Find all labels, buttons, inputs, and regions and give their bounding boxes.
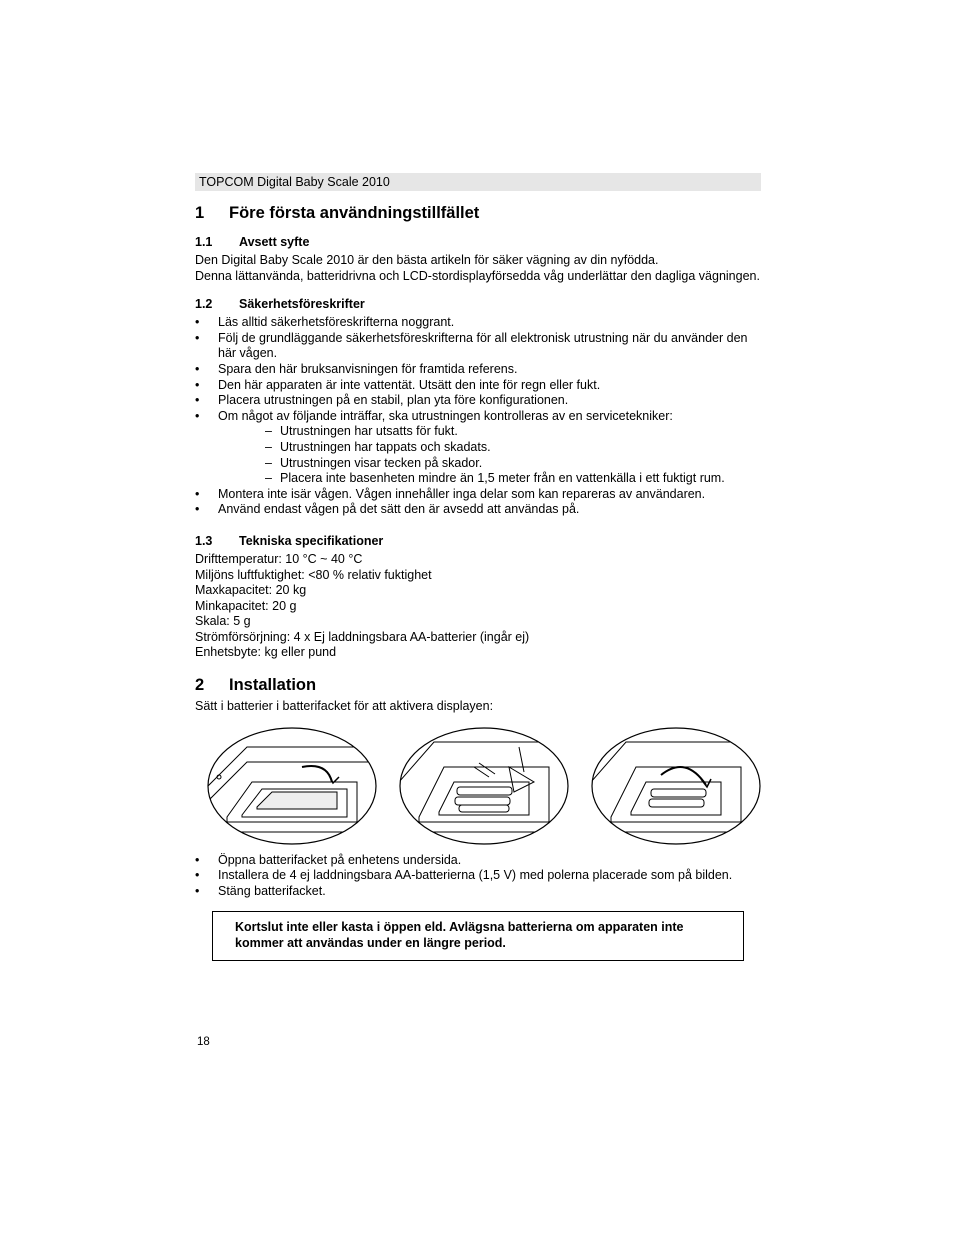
sub-list xyxy=(218,424,761,486)
installation-intro: Sätt i batterier i batterifacket för att aktivera displayen: xyxy=(195,699,494,714)
list-item: • Installera de 4 ej laddningsbara AA-batterierna (1,5 V) med polerna placerade som på bilden. xyxy=(195,868,761,884)
subsection-number: 1.2 xyxy=(195,297,213,312)
sub-list-item: – Utrustningen visar tecken på skador. xyxy=(218,456,761,472)
subsection-number: 1.1 xyxy=(195,235,213,249)
subsection-1-3-heading xyxy=(195,534,761,549)
subsection-1-2-heading xyxy=(195,297,761,312)
spec-line: Minkapacitet: 20 g xyxy=(195,598,297,613)
section-title: Installation xyxy=(229,676,317,695)
spec-line: Maxkapacitet: 20 kg xyxy=(195,583,307,598)
section-title: Före första användningstillfället xyxy=(229,204,480,222)
list-item: • Spara den här bruksanvisningen för framtida referens. xyxy=(195,362,761,378)
section-number: 2 xyxy=(195,676,205,695)
page-number: 18 xyxy=(197,1036,210,1048)
spec-line: Strömförsörjning: 4 x Ej laddningsbara AA-batterier (ingår ej) xyxy=(195,629,530,644)
subsection-title: Tekniska specifikationer xyxy=(239,533,384,548)
running-header: TOPCOM Digital Baby Scale 2010 xyxy=(195,173,761,191)
list-item: • Den här apparaten är inte vattentät. Utsätt den inte för regn eller fukt. xyxy=(195,378,761,394)
battery-insert-illustration xyxy=(399,727,569,845)
list-item xyxy=(195,409,761,487)
battery-figures xyxy=(207,727,761,845)
list-item: • Läs alltid säkerhetsföreskrifterna noggrant. xyxy=(195,315,761,331)
paragraph-line: Denna lättanvända, batteridrivna och LCD-stordisplayförsedda våg underlättar den dagliga vägningen. xyxy=(195,268,760,283)
list-item: • Använd endast vågen på det sätt den är avsedd att användas på. xyxy=(195,502,761,518)
spec-list xyxy=(195,552,761,661)
safety-list xyxy=(195,315,761,518)
installation-steps xyxy=(195,853,761,900)
paragraph-line: Den Digital Baby Scale 2010 är den bästa artikeln för säker vägning av din nyfödda. xyxy=(195,253,659,267)
list-item: • Placera utrustningen på en stabil, plan yta före konfigurationen. xyxy=(195,393,761,409)
sub-list-item: – Utrustningen har tappats och skadats. xyxy=(218,440,761,456)
subsection-number: 1.3 xyxy=(195,533,213,548)
list-item: • Montera inte isär vågen. Vågen innehåller inga delar som kan repareras av användaren. xyxy=(195,487,761,503)
section-2-heading xyxy=(195,675,761,695)
battery-cover-close-illustration xyxy=(591,727,761,845)
spec-line: Enhetsbyte: kg eller pund xyxy=(195,645,337,660)
spec-line: Drifttemperatur: 10 °C ~ 40 °C xyxy=(195,551,363,566)
spec-line: Miljöns luftfuktighet: <80 % relativ fuktighet xyxy=(195,567,432,582)
sub-list-item: – Utrustningen har utsatts för fukt. xyxy=(218,424,761,440)
warning-box: Kortslut inte eller kasta i öppen eld. Avlägsna batterierna om apparaten inte kommer att användas under en längre period. xyxy=(212,911,744,961)
list-item-text: Om något av följande inträffar, ska utrustningen kontrolleras av en servicetekniker: xyxy=(218,408,673,423)
spec-line: Skala: 5 g xyxy=(195,614,251,629)
subsection-title: Säkerhetsföreskrifter xyxy=(239,297,365,312)
subsection-1-1-heading xyxy=(195,235,761,250)
sub-list-item: – Placera inte basenheten mindre än 1,5 meter från en vattenkälla i ett fuktigt rum. xyxy=(218,471,761,487)
list-item: • Följ de grundläggande säkerhetsföreskrifterna för all elektronisk utrustning när du använder den här vågen. xyxy=(195,331,761,362)
section-1-heading xyxy=(195,203,761,223)
subsection-title: Avsett syfte xyxy=(239,235,310,249)
section-number: 1 xyxy=(195,204,205,222)
list-item: • Stäng batterifacket. xyxy=(195,884,761,900)
battery-cover-open-illustration xyxy=(207,727,377,845)
list-item: • Öppna batterifacket på enhetens undersida. xyxy=(195,853,761,869)
document-page xyxy=(195,173,761,961)
